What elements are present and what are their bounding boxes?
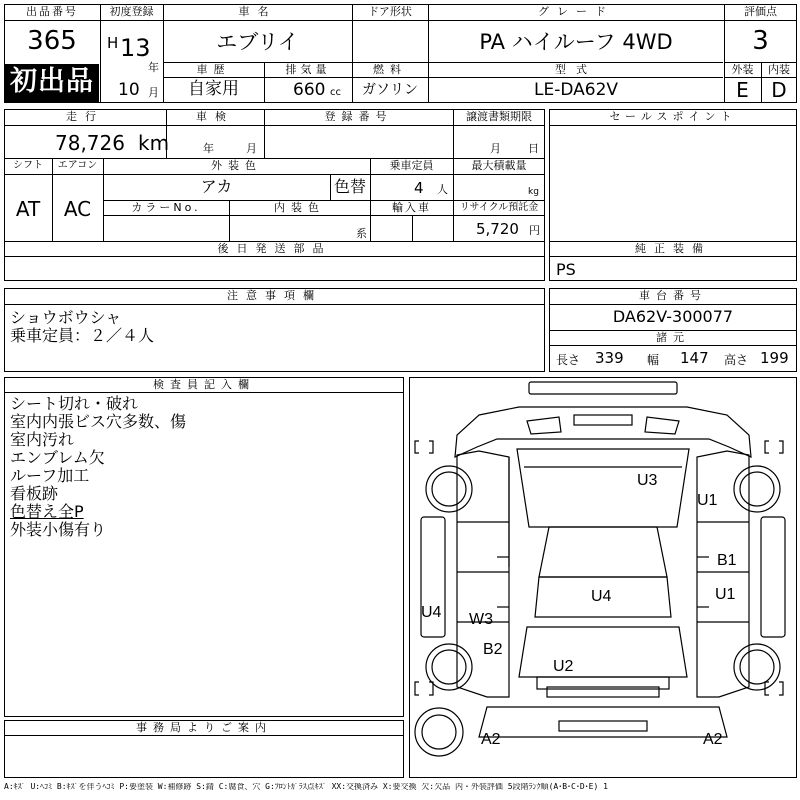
mileage-unit: km [138,131,170,155]
rear-left-wheel-inner [432,650,466,684]
right-bracket-top [765,441,769,453]
capacity: 4 [414,179,424,197]
month-unit: 月 [148,86,159,99]
damage-mark: A2 [703,731,723,748]
notes-line: 乗車定員：２／４人 [10,326,155,345]
interior-grade: D [771,78,787,102]
interior-grade-label: 内装 [768,63,790,76]
height-label: 高さ [724,353,749,367]
inspector-line: エンブレム欠 [10,448,105,467]
inspector-line: 室内内張ビス穴多数、傷 [10,412,187,431]
right-bracket-top-r [779,441,783,453]
damage-mark: U4 [421,604,442,621]
right-bracket-bottom [765,682,769,695]
transfer-month-unit: 月 [490,142,501,155]
inspector-line: シート切れ・破れ [10,394,139,413]
front-right-wheel-inner [740,472,774,506]
left-bracket-top [415,441,419,453]
recycle-fee-unit: 円 [529,224,540,237]
max-load-label: 最大積載量 [471,159,527,172]
inspection-year-unit: 年 [203,142,214,155]
exterior-color: アカ [200,177,233,196]
rear-lower-bumper [479,707,727,737]
inspector-line: 室内汚れ [10,430,75,449]
car-name: エブリイ [216,30,299,54]
sales-points-label: セールスポイント [609,110,737,123]
shift: AT [15,197,41,221]
width: 147 [680,349,709,367]
top-vent [574,415,632,425]
damage-mark: B2 [483,641,503,658]
model-code-label: 型式 [555,63,597,76]
history-label: 車歴 [196,63,231,76]
width-label: 幅 [647,353,660,367]
score-label: 評価点 [744,5,777,18]
genuine-equipment-label: 純正装備 [635,242,711,255]
color-change: 色替 [333,177,366,196]
length: 339 [595,349,624,367]
exterior-grade-label: 外装 [731,63,754,76]
spare-wheel-inner [422,715,456,749]
inspector-line: 外装小傷有り [10,520,107,539]
damage-mark: U3 [637,472,658,489]
front-right-wheel [734,466,780,512]
car-diagram [409,377,797,778]
rear-right-wheel-inner [740,650,774,684]
chassis-number-label: 車台番号 [639,289,707,302]
history: 自家用 [188,79,239,99]
capacity-label: 乗車定員 [389,159,434,172]
inspector-label: 検査員記入欄 [153,378,255,391]
right-bracket-bottom-r [779,682,783,695]
genuine-equipment: PS [556,260,576,279]
grade: PA ハイルーフ 4WD [479,30,673,54]
notes-line: ショウボウシャ [10,308,122,327]
displacement: 660 [293,80,326,100]
inspector-line: ルーフ加工 [10,466,90,485]
registration-month: 10 [118,80,140,100]
notes-label: 注意事項欄 [227,289,322,302]
damage-mark: U1 [697,492,718,509]
inspector-line: 看板跡 [10,484,59,503]
mileage: 78,726 [55,131,125,155]
year-unit: 年 [148,61,159,74]
left-top-light [527,417,561,434]
windshield [517,449,689,527]
registration-number-label: 登録番号 [324,110,393,123]
color-number-label: カラーNo. [131,201,201,214]
displacement-unit: cc [330,87,341,98]
notes-lines [10,309,154,345]
damage-mark: U1 [715,586,736,603]
right-top-light [645,417,679,434]
rear-hatch [519,627,687,677]
front-bumper-strip [529,382,677,394]
ac: AC [63,197,92,221]
fuel: ガソリン [362,82,418,98]
damage-mark: A2 [481,731,501,748]
grade-label: グレード [538,5,614,18]
legend: A:ｷｽﾞ U:ﾍｺﾐ B:ｷｽﾞを伴うﾍｺﾐ P:要塗装 W:補修跡 S:錆 C:腐食、穴 G:ﾌﾛﾝﾄｶﾞﾗｽ点ｷｽﾞ XX:交換済み X:要交換 欠:欠品 内・外装評価 5段階ﾗﾝｸ順(A･B･C･D･E) 1 [4,783,608,791]
inspection-month-unit: 月 [246,142,257,155]
front-left-wheel [426,466,472,512]
era: H [107,34,119,52]
fuel-label: 燃料 [373,63,407,76]
lot-number: 365 [27,26,77,56]
ac-label: エアコン [57,160,98,171]
transfer-deadline-label: 譲渡書類期限 [466,110,532,123]
door-type-label: ドア形状 [368,5,412,18]
inspector-lines [10,395,186,539]
lot-number-label: 出品番号 [26,5,78,18]
roof-panel [539,527,667,577]
transfer-day-unit: 日 [528,142,539,155]
capacity-unit: 人 [437,183,448,196]
left-bracket-top-r [429,441,433,453]
specs-label: 諸元 [656,331,690,344]
mileage-label: 走行 [66,110,104,123]
first-listing-text: 初出品 [10,66,94,97]
interior-color-label: 内装色 [274,201,325,214]
right-side-skirt [761,517,785,637]
recycle-fee: 5,720 [476,220,519,238]
chassis-number: DA62V-300077 [612,307,734,326]
plate [559,721,647,731]
max-load-unit: kg [528,187,539,197]
length-label: 長さ [556,353,581,367]
damage-mark: W3 [469,611,493,628]
left-bracket-bottom-r [429,682,433,695]
exterior-color-label: 外装色 [211,159,262,172]
damage-mark: U4 [591,588,612,605]
recycle-fee-label: リサイクル預託金 [459,202,539,213]
model-code: LE-DA62V [533,80,619,100]
exterior-grade: E [736,78,749,102]
inspector-line: 色替え全P [10,502,84,521]
shift-label: シフト [13,160,43,171]
registration-year: 13 [120,34,151,62]
score: 3 [752,26,769,56]
first-registration-label: 初度登録 [109,5,154,18]
displacement-label: 排気量 [285,63,331,76]
office-label: 事務局よりご案内 [136,721,272,734]
damage-mark: B1 [717,552,737,569]
front-left-wheel-inner [432,472,466,506]
car-name-label: 車名 [238,5,277,18]
damage-mark: U2 [553,658,574,675]
interior-color-suffix: 系 [356,227,367,240]
import-car-label: 輸入車 [392,201,431,214]
later-parts-label: 後日発送部品 [217,242,332,255]
rear-right-wheel [734,644,780,690]
left-bracket-bottom [415,682,419,695]
inspection-label: 車検 [196,110,234,123]
height: 199 [760,349,789,367]
